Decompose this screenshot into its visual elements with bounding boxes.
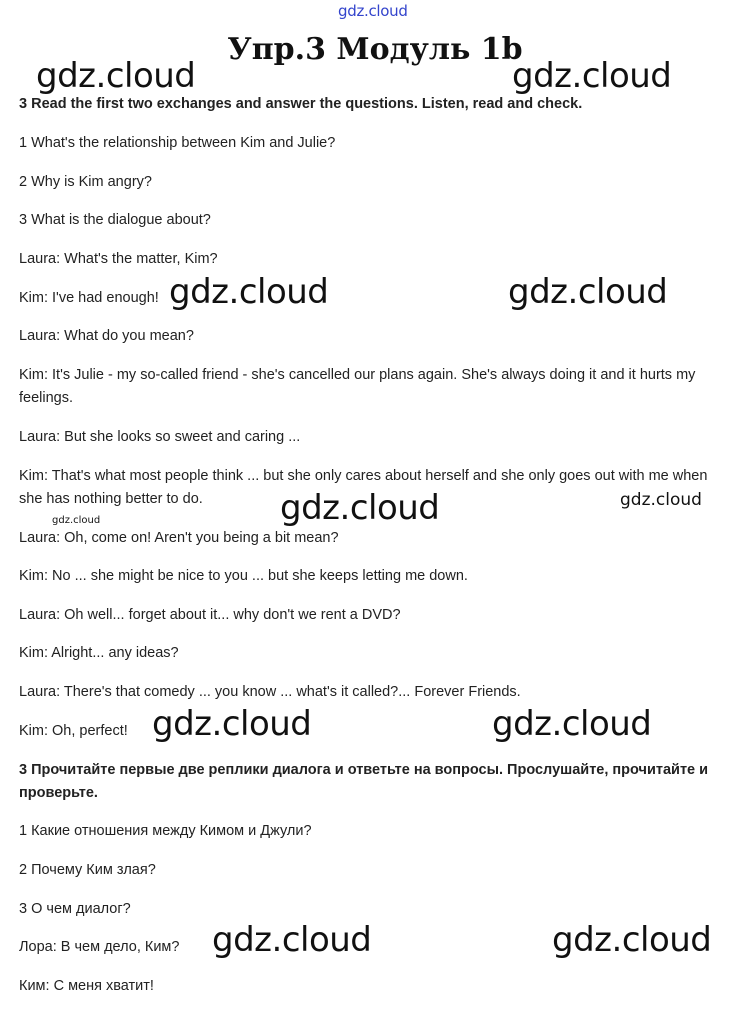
question-1-ru: 1 Какие отношения между Кимом и Джули?: [19, 823, 312, 839]
dialogue-line: Kim: Alright... any ideas?: [19, 645, 179, 661]
site-mark: gdz.cloud: [338, 2, 408, 20]
watermark: gdz.cloud: [36, 56, 196, 96]
dialogue-line-ru: Ким: С меня хватит!: [19, 978, 154, 994]
question-3-en: 3 What is the dialogue about?: [19, 212, 211, 228]
dialogue-line: Laura: What do you mean?: [19, 328, 194, 344]
dialogue-line: Kim: It's Julie - my so-called friend - she's cancelled our plans again. She's always doing it and it hurts my feelings.: [19, 367, 696, 406]
dialogue-line: Laura: There's that comedy ... you know ... what's it called?... Forever Friends.: [19, 684, 521, 700]
dialogue-line: Laura: Oh well... forget about it... why don't we rent a DVD?: [19, 607, 401, 623]
watermark: gdz.cloud: [52, 515, 101, 526]
dialogue-line: Kim: Oh, perfect!: [19, 723, 128, 739]
watermark: gdz.cloud: [552, 920, 712, 960]
question-3-ru: 3 О чем диалог?: [19, 901, 131, 917]
watermark: gdz.cloud: [169, 272, 329, 312]
watermark: gdz.cloud: [280, 488, 440, 528]
question-2-ru: 2 Почему Ким злая?: [19, 862, 156, 878]
dialogue-line: Laura: But she looks so sweet and caring ...: [19, 429, 301, 445]
task-heading-ru: 3 Прочитайте первые две реплики диалога и ответьте на вопросы. Прослушайте, прочитайте и проверьте.: [19, 762, 709, 801]
dialogue-line: Kim: No ... she might be nice to you ... but she keeps letting me down.: [19, 568, 468, 584]
watermark: gdz.cloud: [512, 56, 672, 96]
question-1-en: 1 What's the relationship between Kim and Julie?: [19, 135, 336, 151]
dialogue-line: Laura: What's the matter, Kim?: [19, 251, 218, 267]
task-heading-en: 3 Read the first two exchanges and answer the questions. Listen, read and check.: [19, 96, 583, 112]
dialogue-line: Laura: Oh, come on! Aren't you being a bit mean?: [19, 530, 339, 546]
dialogue-line: Kim: I've had enough!: [19, 290, 159, 306]
dialogue-line-ru: Лора: В чем дело, Ким?: [19, 939, 180, 955]
watermark: gdz.cloud: [152, 704, 312, 744]
dialogue-line: Kim: That's what most people think ... but she only cares about herself and she only goes out with me when she has nothing better to do.: [19, 468, 708, 507]
watermark: gdz.cloud: [620, 490, 702, 510]
page-title: Упр.3 Модуль 1b: [227, 32, 523, 67]
watermark: gdz.cloud: [492, 704, 652, 744]
watermark: gdz.cloud: [212, 920, 372, 960]
question-2-en: 2 Why is Kim angry?: [19, 174, 152, 190]
watermark: gdz.cloud: [508, 272, 668, 312]
